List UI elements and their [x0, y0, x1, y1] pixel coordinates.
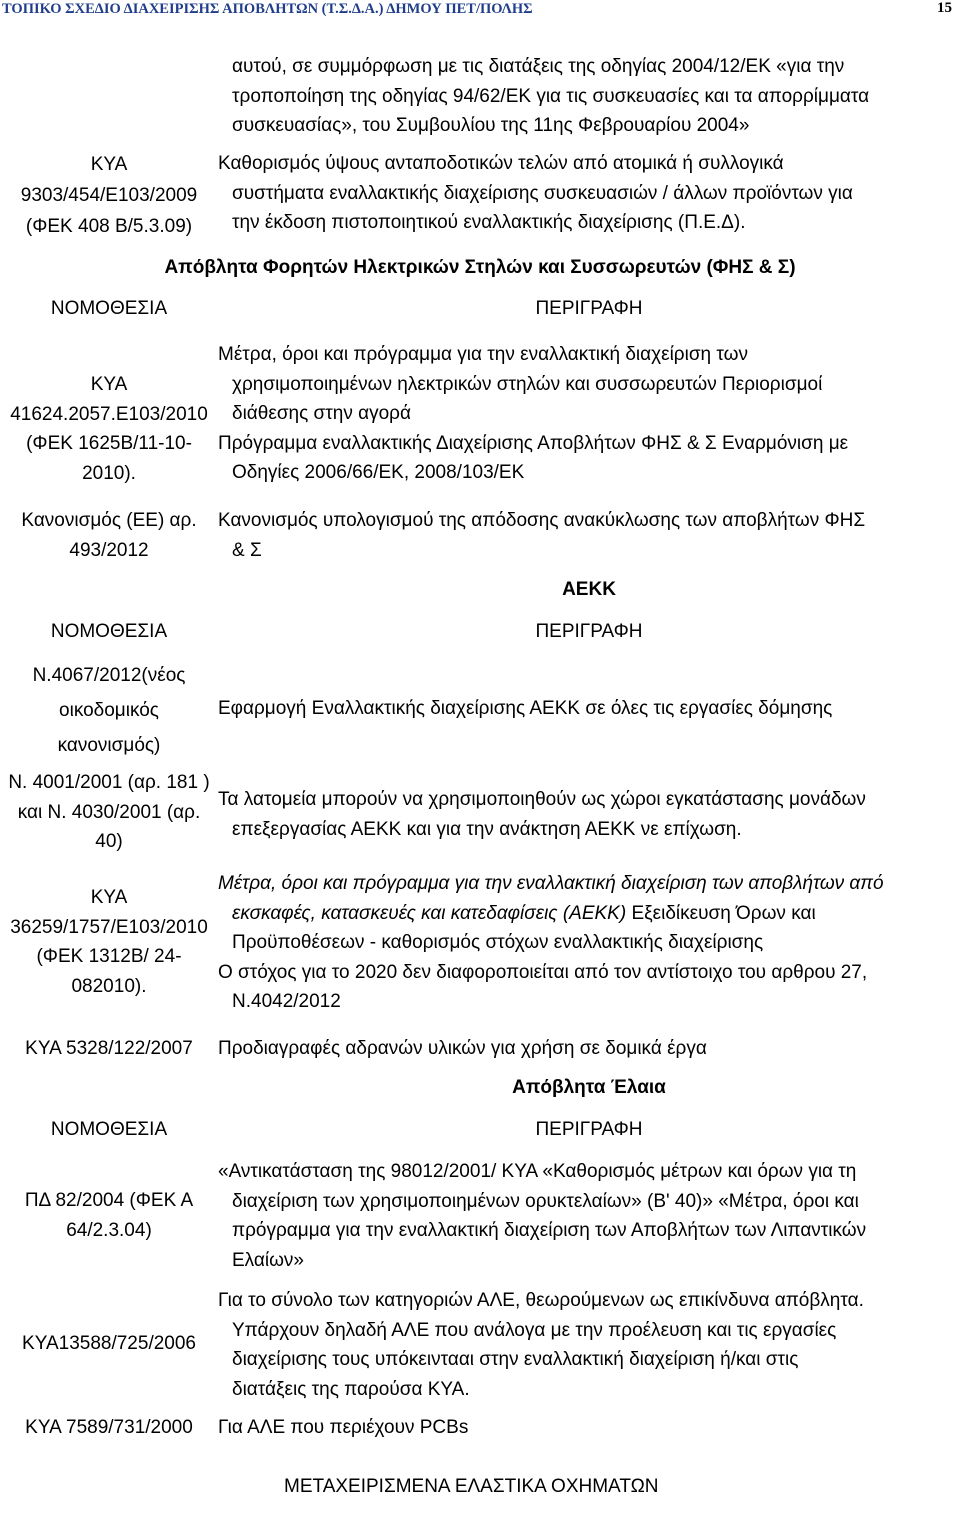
- law-line: (ΦΕΚ 1625Β/11-10-: [26, 433, 192, 454]
- text-line: επεξεργασίας ΑΕΚΚ και για την ανάκτηση ΑΕΚΚ νε επίχωση.: [232, 818, 742, 840]
- law-line: και Ν. 4030/2001 (αρ.: [17, 801, 201, 823]
- law-description: [218, 785, 960, 844]
- text-line: συστήματα εναλλακτικής διαχείρισης συσκευασιών / άλλων προϊόντων για: [232, 182, 853, 204]
- law-description: [218, 869, 960, 1017]
- page-number: 15: [937, 0, 952, 16]
- text-line: συσκευασίας», του Συμβουλίου της 11ης Φεβρουαρίου 2004»: [232, 115, 750, 136]
- law-line: 41624.2057.Ε103/2010: [10, 403, 208, 425]
- law-reference: [0, 658, 218, 763]
- text-line: πρόγραμμα για την εναλλακτική διαχείριση των Αποβλήτων των Λιπαντικών: [232, 1220, 867, 1241]
- continuation-text: [218, 52, 960, 141]
- law-line: 082010).: [71, 975, 147, 997]
- regular-text: Εξειδίκευση Όρων και: [631, 902, 816, 924]
- law-reference: [0, 883, 218, 1001]
- text-line: Πρόγραμμα εναλλακτικής Διαχείρισης Αποβλήτων ΦΗΣ & Σ Εναρμόνιση με: [218, 432, 849, 454]
- text-line: διατάξεις της παρούσα ΚΥΑ.: [232, 1378, 470, 1400]
- column-header-law: ΝΟΜΟΘΕΣΙΑ: [50, 621, 168, 642]
- law-line: ΚΥΑ: [90, 374, 128, 395]
- law-reference: ΚΥΑ 7589/731/2000: [25, 1417, 193, 1438]
- law-description: [218, 340, 960, 488]
- law-description: [218, 1157, 960, 1275]
- text-line: & Σ: [232, 539, 262, 561]
- law-line: 9303/454/Ε103/2009: [20, 185, 198, 206]
- law-line: Ν.4067/2012(νέος: [32, 665, 186, 686]
- column-header-description: ΠΕΡΙΓΡΑΦΗ: [535, 1119, 643, 1140]
- law-reference: [0, 370, 218, 488]
- law-line: 2010).: [82, 462, 136, 484]
- law-reference: ΚΥΑ13588/725/2006: [22, 1333, 196, 1354]
- text-line: [218, 899, 960, 929]
- law-description: Εφαρμογή Εναλλακτικής διαχείρισης ΑΕΚΚ σε όλες τις εργασίες δόμησης: [218, 698, 833, 719]
- law-reference: ΚΥΑ 5328/122/2007: [25, 1038, 193, 1059]
- italic-text: εκσκαφές, κατασκευές και κατεδαφίσεις (ΑΕΚΚ): [232, 902, 627, 924]
- law-line: 36259/1757/Ε103/2010: [10, 916, 208, 938]
- column-header-law: ΝΟΜΟΘΕΣΙΑ: [50, 298, 168, 319]
- section-title: ΑΕΚΚ: [562, 579, 616, 600]
- section-title: Απόβλητα Φορητών Ηλεκτρικών Στηλών και Συσσωρευτών (ΦΗΣ & Σ): [164, 257, 796, 278]
- law-description: Προδιαγραφές αδρανών υλικών για χρήση σε δομικά έργα: [218, 1038, 707, 1059]
- text-line: Τα λατομεία μπορούν να χρησιμοποιηθούν ως χώροι εγκατάστασης μονάδων: [218, 789, 866, 810]
- text-line: Υπάρχουν δηλαδή ΑΛΕ που ανάλογα με την προέλευση και τις εργασίες: [232, 1319, 837, 1341]
- law-line: οικοδομικός: [59, 700, 159, 721]
- text-line: διαχείριση των χρησιμοποιημένων ορυκτελαίων» (Β' 40)» «Μέτρα, όροι και: [232, 1190, 859, 1212]
- text-line: χρησιμοποιημένων ηλεκτρικών στηλών και συσσωρευτών Περιορισμοί: [232, 373, 823, 395]
- law-description: [218, 149, 960, 238]
- column-header-description: ΠΕΡΙΓΡΑΦΗ: [535, 298, 643, 319]
- law-reference: [0, 1186, 218, 1245]
- text-line: Καθορισμός ύψους ανταποδοτικών τελών από ατομικά ή συλλογικά: [218, 153, 784, 174]
- text-line: διαχείρισης τους υπόκειντααι στην εναλλακτική διαχείριση ή/και στις: [232, 1349, 799, 1370]
- page-header: [0, 0, 960, 24]
- text-line: την έκδοση πιστοποιητικού εναλλακτικής διαχείρισης (Π.Ε.Δ).: [232, 212, 746, 233]
- law-reference: [0, 149, 218, 242]
- column-header-description: ΠΕΡΙΓΡΑΦΗ: [535, 621, 643, 642]
- law-reference: [0, 506, 218, 565]
- next-section-heading: ΜΕΤΑΧΕΙΡΙΣΜΕΝΑ ΕΛΑΣΤΙΚΑ ΟΧΗΜΑΤΩΝ: [284, 1476, 659, 1497]
- text-line: αυτού, σε συμμόρφωση με τις διατάξεις της οδηγίας 2004/12/ΕΚ «για την: [232, 56, 845, 77]
- text-line: Ελαίων»: [232, 1249, 304, 1271]
- text-line: τροποποίηση της οδηγίας 94/62/ΕΚ για τις συσκευασίες και τα απορρίμματα: [232, 85, 870, 107]
- text-line: Κανονισμός υπολογισμού της απόδοσης ανακύκλωσης των αποβλήτων ΦΗΣ: [218, 510, 866, 531]
- law-line: 64/2.3.04): [66, 1219, 152, 1241]
- text-line: Ν.4042/2012: [232, 991, 341, 1012]
- law-line: ΚΥΑ: [90, 154, 128, 175]
- law-line: κανονισμός): [57, 735, 161, 756]
- text-line: «Αντικατάσταση της 98012/2001/ ΚΥΑ «Καθορισμός μέτρων και όρων για τη: [218, 1161, 857, 1182]
- text-line: Για το σύνολο των κατηγοριών ΑΛΕ, θεωρούμενων ως επικίνδυνα απόβλητα.: [218, 1290, 864, 1311]
- text-line: Οδηγίες 2006/66/ΕΚ, 2008/103/ΕΚ: [232, 462, 525, 483]
- text-line: Μέτρα, όροι και πρόγραμμα για την εναλλακτική διαχείριση των αποβλήτων από: [218, 873, 884, 894]
- section-title: Απόβλητα Έλαια: [512, 1077, 666, 1098]
- law-line: (ΦΕΚ 408 Β/5.3.09): [25, 216, 193, 237]
- law-line: ΚΥΑ: [90, 887, 128, 908]
- law-line: ΠΔ 82/2004 (ΦΕΚ Α: [24, 1190, 194, 1211]
- law-reference: [0, 768, 218, 857]
- law-line: Ν. 4001/2001 (αρ. 181 ): [8, 772, 210, 793]
- text-line: Προϋποθέσεων - καθορισμός στόχων εναλλακτικής διαχείρισης: [232, 932, 764, 953]
- text-line: Ο στόχος για το 2020 δεν διαφοροποιείται από τον αντίστοιχο του αρθρου 27,: [218, 961, 868, 983]
- law-line: Κανονισμός (ΕΕ) αρ.: [21, 510, 197, 531]
- text-line: διάθεσης στην αγορά: [232, 403, 411, 424]
- document-title: ΤΟΠΙΚΟ ΣΧΕΔΙΟ ΔΙΑΧΕΙΡΙΣΗΣ ΑΠΟΒΛΗΤΩΝ (Τ.Σ.Δ.Α.) ΔΗΜΟΥ ΠΕΤ/ΠΟΛΗΣ: [2, 1, 533, 17]
- text-line: Μέτρα, όροι και πρόγραμμα για την εναλλακτική διαχείριση των: [218, 344, 748, 365]
- law-description: Για ΑΛΕ που περιέχουν PCBs: [218, 1417, 469, 1438]
- law-line: 493/2012: [69, 539, 149, 561]
- law-line: 40): [95, 831, 123, 852]
- law-description: [218, 506, 960, 565]
- column-header-law: ΝΟΜΟΘΕΣΙΑ: [50, 1119, 168, 1140]
- law-line: (ΦΕΚ 1312Β/ 24-: [36, 946, 182, 967]
- law-description: [218, 1286, 960, 1404]
